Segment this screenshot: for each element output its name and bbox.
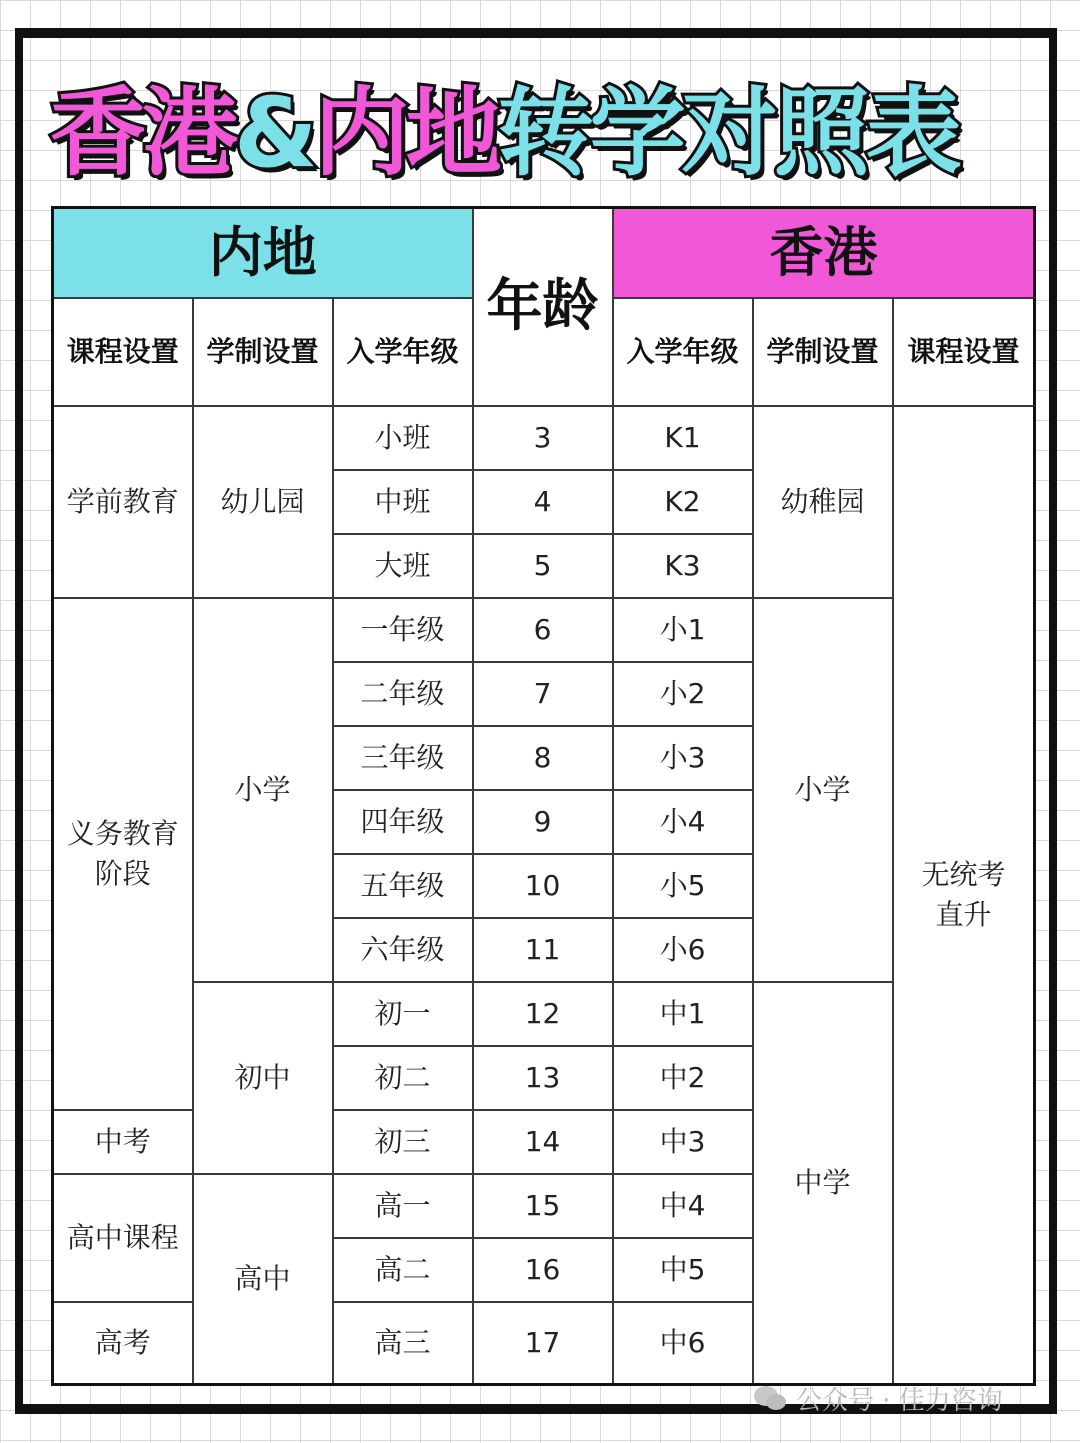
hk-grade: 中2 <box>613 1046 753 1110</box>
hk-curriculum-no-exam <box>893 406 1035 1385</box>
title-suffix: 转学对照表 <box>497 77 958 189</box>
hk-system-primary: 小学 <box>753 598 893 982</box>
header-hongkong: 香港 <box>613 208 1035 298</box>
age-cell: 14 <box>473 1110 613 1174</box>
age-cell: 10 <box>473 854 613 918</box>
hk-grade: 小2 <box>613 662 753 726</box>
ml-grade: 高二 <box>333 1238 473 1302</box>
ml-curriculum-high-school: 高中课程 <box>53 1174 193 1302</box>
hk-system-kindergarten: 幼稚园 <box>753 406 893 598</box>
table-row <box>53 406 1035 470</box>
ml-grade: 高一 <box>333 1174 473 1238</box>
ml-system-kindergarten: 幼儿园 <box>193 406 333 598</box>
title-hongkong: 香港 <box>50 77 234 189</box>
age-cell: 17 <box>473 1302 613 1385</box>
age-cell: 5 <box>473 534 613 598</box>
hk-grade: 中4 <box>613 1174 753 1238</box>
header-ml-curriculum: 课程设置 <box>53 298 193 406</box>
age-cell: 3 <box>473 406 613 470</box>
ml-system-junior: 初中 <box>193 982 333 1174</box>
hk-system-secondary: 中学 <box>753 982 893 1385</box>
age-cell: 12 <box>473 982 613 1046</box>
header-hk-curriculum: 课程设置 <box>893 298 1035 406</box>
watermark-text: 公众号 · 佳力咨询 <box>796 1385 1003 1416</box>
hk-curriculum-no-exam-line1: 无统考 <box>921 857 1006 891</box>
comparison-table <box>51 206 1036 1386</box>
table-row <box>53 982 1035 1046</box>
page-title <box>50 74 1040 192</box>
header-age: 年龄 <box>473 208 613 406</box>
ml-system-senior: 高中 <box>193 1174 333 1385</box>
ml-grade: 初一 <box>333 982 473 1046</box>
ml-grade: 初二 <box>333 1046 473 1110</box>
ml-system-primary: 小学 <box>193 598 333 982</box>
age-cell: 11 <box>473 918 613 982</box>
age-cell: 6 <box>473 598 613 662</box>
hk-grade: 中6 <box>613 1302 753 1385</box>
ml-curriculum-compulsory-line1: 义务教育 <box>66 816 179 850</box>
ml-curriculum-compulsory <box>53 598 193 1110</box>
header-hk-system: 学制设置 <box>753 298 893 406</box>
hk-grade: K1 <box>613 406 753 470</box>
ml-curriculum-zhongkao: 中考 <box>53 1110 193 1174</box>
hk-grade: 小5 <box>613 854 753 918</box>
hk-grade: 小4 <box>613 790 753 854</box>
header-hk-grade: 入学年级 <box>613 298 753 406</box>
age-cell: 15 <box>473 1174 613 1238</box>
ml-curriculum-compulsory-line2: 阶段 <box>94 856 151 890</box>
hk-grade: 中5 <box>613 1238 753 1302</box>
age-cell: 16 <box>473 1238 613 1302</box>
age-cell: 7 <box>473 662 613 726</box>
table-row <box>53 598 1035 662</box>
header-mainland: 内地 <box>53 208 473 298</box>
hk-curriculum-no-exam-line2: 直升 <box>935 897 992 931</box>
header-ml-grade: 入学年级 <box>333 298 473 406</box>
watermark <box>752 1378 1052 1418</box>
age-cell: 4 <box>473 470 613 534</box>
ml-grade: 初三 <box>333 1110 473 1174</box>
title-mainland: 内地 <box>313 77 498 189</box>
hk-grade: 中1 <box>613 982 753 1046</box>
hk-grade: K2 <box>613 470 753 534</box>
hk-grade: 小6 <box>613 918 753 982</box>
ml-grade: 二年级 <box>333 662 473 726</box>
header-ml-system: 学制设置 <box>193 298 333 406</box>
hk-grade: 小3 <box>613 726 753 790</box>
age-cell: 8 <box>473 726 613 790</box>
ml-grade: 五年级 <box>333 854 473 918</box>
ml-grade: 三年级 <box>333 726 473 790</box>
age-cell: 13 <box>473 1046 613 1110</box>
wechat-icon <box>752 1384 788 1412</box>
ml-grade: 大班 <box>333 534 473 598</box>
hk-grade: 小1 <box>613 598 753 662</box>
ml-grade: 六年级 <box>333 918 473 982</box>
age-cell: 9 <box>473 790 613 854</box>
title-ampersand: & <box>234 77 314 189</box>
ml-grade: 四年级 <box>333 790 473 854</box>
hk-grade: K3 <box>613 534 753 598</box>
ml-curriculum-gaokao: 高考 <box>53 1302 193 1385</box>
ml-grade: 小班 <box>333 406 473 470</box>
ml-grade: 中班 <box>333 470 473 534</box>
hk-grade: 中3 <box>613 1110 753 1174</box>
ml-grade: 一年级 <box>333 598 473 662</box>
ml-grade: 高三 <box>333 1302 473 1385</box>
ml-curriculum-preschool: 学前教育 <box>53 406 193 598</box>
